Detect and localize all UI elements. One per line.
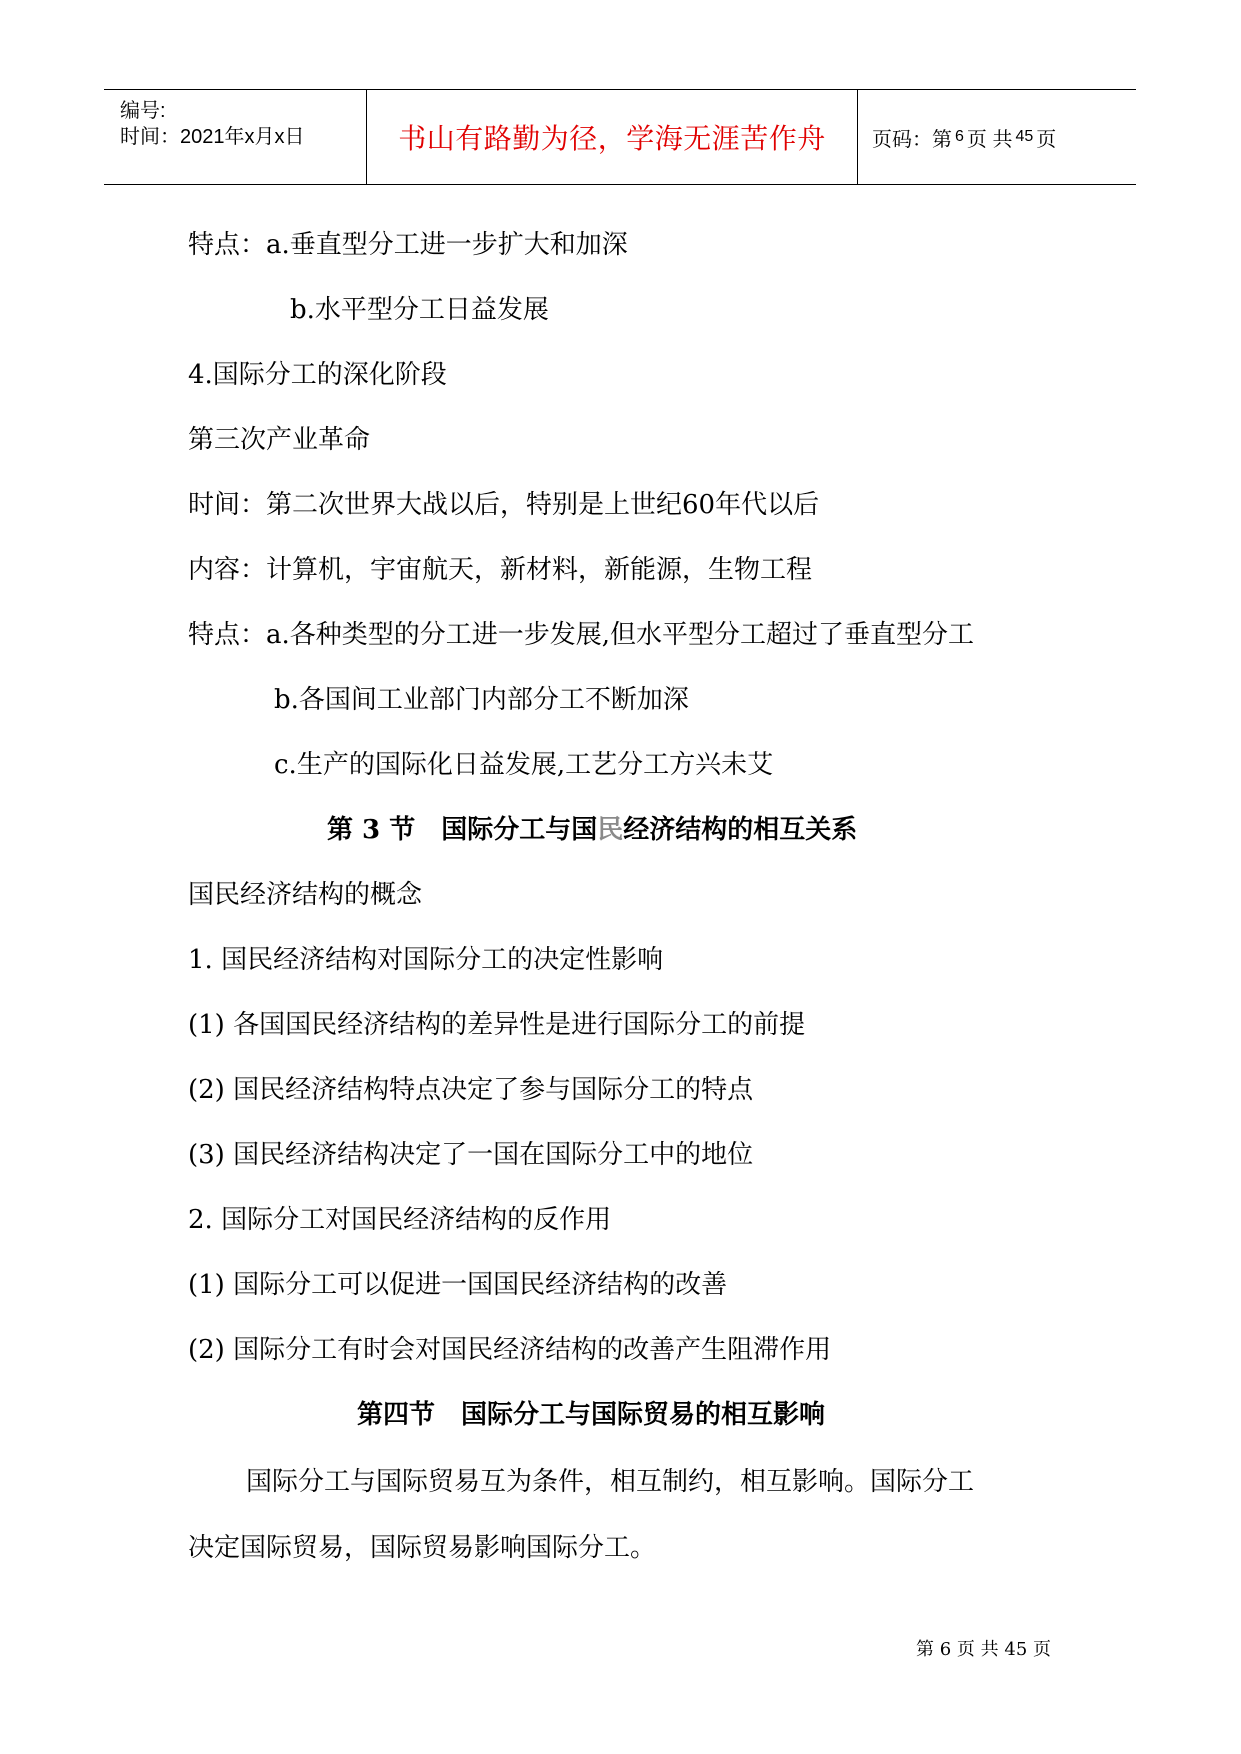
text-line: 国民经济结构的概念 bbox=[188, 880, 423, 910]
page-mid: 页 共 bbox=[966, 128, 1013, 151]
text-line: 2. 国际分工对国民经济结构的反作用 bbox=[188, 1205, 612, 1235]
text-line: (1) 国际分工可以促进一国国民经济结构的改善 bbox=[188, 1270, 728, 1300]
section-heading: 第四节 国际分工与国际贸易的相互影响 bbox=[357, 1400, 826, 1430]
text-line: b.水平型分工日益发展 bbox=[290, 295, 549, 325]
heading-part: 经济结构的相互关系 bbox=[623, 815, 858, 845]
section-heading bbox=[327, 813, 857, 847]
text-line: (2) 国际分工有时会对国民经济结构的改善产生阻滞作用 bbox=[188, 1335, 832, 1365]
motto-text: 书山有路勤为径，学海无涯苦作舟 bbox=[398, 122, 826, 155]
page-header bbox=[104, 89, 1136, 185]
text-line: 特点：a.各种类型的分工进一步发展,但水平型分工超过了垂直型分工 bbox=[188, 620, 975, 650]
serial-label: 编号: bbox=[120, 100, 166, 122]
page-number: 6 bbox=[955, 128, 964, 145]
heading-part: 第 3 节 国际分工与国 bbox=[327, 815, 598, 845]
text-line: 内容：计算机，宇宙航天，新材料，新能源，生物工程 bbox=[188, 555, 813, 585]
heading-part-gray: 民 bbox=[597, 815, 624, 845]
text-line: c.生产的国际化日益发展,工艺分工方兴未艾 bbox=[274, 750, 774, 780]
text-line: 第三次产业革命 bbox=[188, 425, 371, 455]
header-page-info bbox=[858, 90, 1136, 184]
text-line: 1. 国民经济结构对国际分工的决定性影响 bbox=[188, 945, 664, 975]
text-line: (1) 各国国民经济结构的差异性是进行国际分工的前提 bbox=[188, 1010, 806, 1040]
text-line: 时间：第二次世界大战以后，特别是上世纪60年代以后 bbox=[188, 490, 820, 520]
text-line: 特点：a.垂直型分工进一步扩大和加深 bbox=[188, 230, 628, 260]
text-line: 决定国际贸易，国际贸易影响国际分工。 bbox=[188, 1533, 657, 1563]
text-line: (2) 国民经济结构特点决定了参与国际分工的特点 bbox=[188, 1075, 754, 1105]
page-prefix: 页码：第 bbox=[872, 128, 952, 151]
page-suffix: 页 bbox=[1036, 128, 1057, 151]
header-meta bbox=[104, 90, 367, 184]
text-line: (3) 国民经济结构决定了一国在国际分工中的地位 bbox=[188, 1140, 754, 1170]
time-label: 时间：2021年x月x日 bbox=[120, 126, 305, 148]
text-line: b.各国间工业部门内部分工不断加深 bbox=[274, 685, 689, 715]
page-footer: 第 6 页 共 45 页 bbox=[916, 1639, 1051, 1660]
page-total: 45 bbox=[1015, 128, 1034, 145]
text-line: 国际分工与国际贸易互为条件，相互制约，相互影响。国际分工 bbox=[246, 1467, 975, 1497]
text-line: 4.国际分工的深化阶段 bbox=[188, 360, 447, 390]
header-motto bbox=[367, 90, 858, 184]
